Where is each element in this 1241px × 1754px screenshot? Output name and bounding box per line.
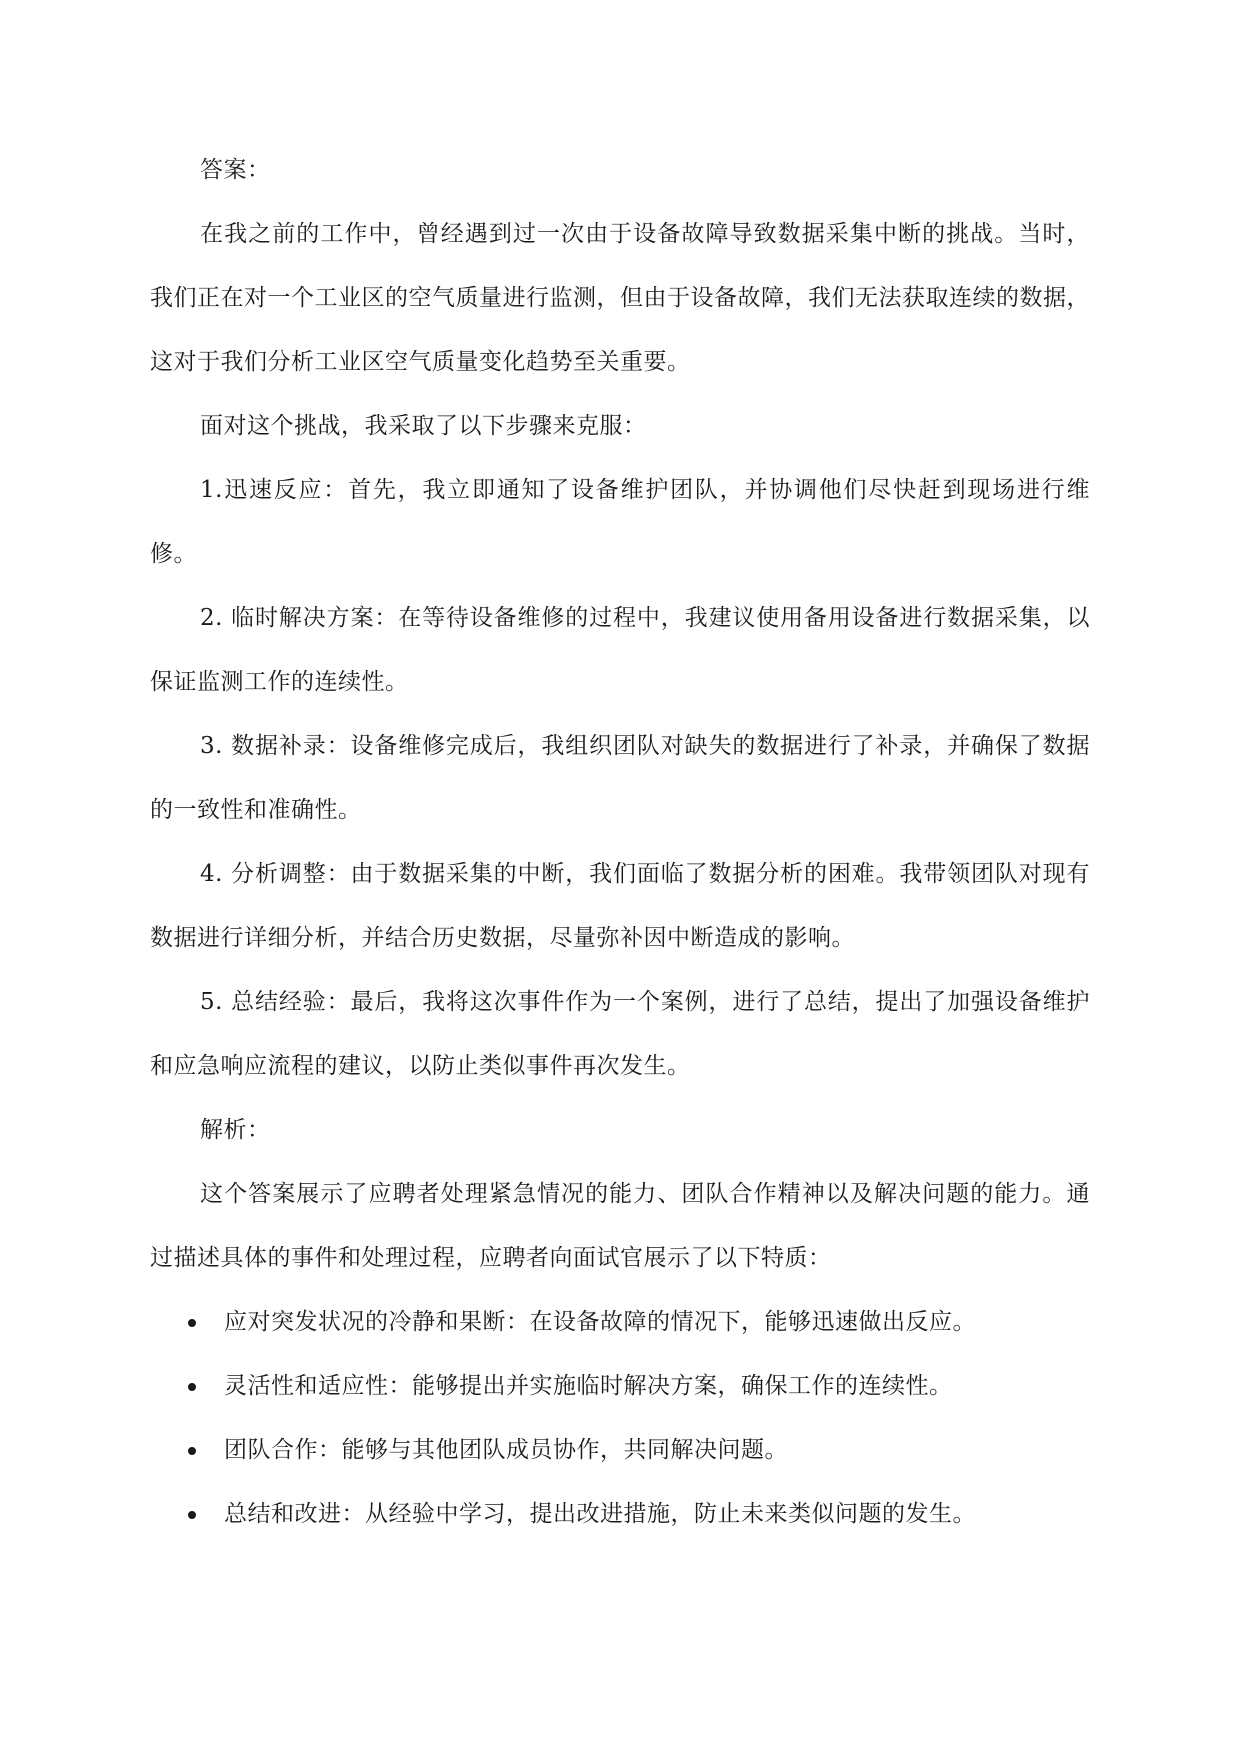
bullet-icon	[188, 1511, 196, 1519]
analysis-label: 解析：	[200, 1117, 271, 1143]
list-item	[150, 1418, 1090, 1482]
bullet-icon	[188, 1319, 196, 1327]
bullet-icon	[188, 1447, 196, 1455]
answer-paragraph: 在我之前的工作中，曾经遇到过一次由于设备故障导致数据采集中断的挑战。当时，我们正在对一个工业区的空气质量进行监测，但由于设备故障，我们无法获取连续的数据，这对于我们分析工业区空气质量变化趋势至关重要。	[150, 221, 1090, 375]
answer-step-2: 2. 临时解决方案：在等待设备维修的过程中，我建议使用备用设备进行数据采集，以保证监测工作的连续性。	[150, 605, 1090, 695]
document-page	[150, 138, 1090, 1546]
list-item-text: 应对突发状况的冷静和果断：在设备故障的情况下，能够迅速做出反应。	[224, 1309, 976, 1335]
answer-step-4: 4. 分析调整：由于数据采集的中断，我们面临了数据分析的困难。我带领团队对现有数据进行详细分析，并结合历史数据，尽量弥补因中断造成的影响。	[150, 861, 1090, 951]
answer-step-5: 5. 总结经验：最后，我将这次事件作为一个案例，进行了总结，提出了加强设备维护和应急响应流程的建议，以防止类似事件再次发生。	[150, 989, 1090, 1079]
list-item-text: 灵活性和适应性：能够提出并实施临时解决方案，确保工作的连续性。	[224, 1373, 953, 1399]
answer-step-3: 3. 数据补录：设备维修完成后，我组织团队对缺失的数据进行了补录，并确保了数据的一致性和准确性。	[150, 733, 1090, 823]
bullet-icon	[188, 1383, 196, 1391]
answer-paragraph: 面对这个挑战，我采取了以下步骤来克服：	[200, 413, 647, 439]
analysis-bullet-list	[150, 1290, 1090, 1546]
list-item	[150, 1354, 1090, 1418]
list-item-text: 团队合作：能够与其他团队成员协作，共同解决问题。	[224, 1437, 788, 1463]
list-item	[150, 1290, 1090, 1354]
list-item	[150, 1482, 1090, 1546]
analysis-intro: 这个答案展示了应聘者处理紧急情况的能力、团队合作精神以及解决问题的能力。通过描述具体的事件和处理过程，应聘者向面试官展示了以下特质：	[150, 1181, 1090, 1271]
answer-label: 答案：	[200, 157, 271, 183]
answer-step-1: 1.迅速反应：首先，我立即通知了设备维护团队，并协调他们尽快赶到现场进行维修。	[150, 477, 1090, 567]
list-item-text: 总结和改进：从经验中学习，提出改进措施，防止未来类似问题的发生。	[224, 1501, 976, 1527]
